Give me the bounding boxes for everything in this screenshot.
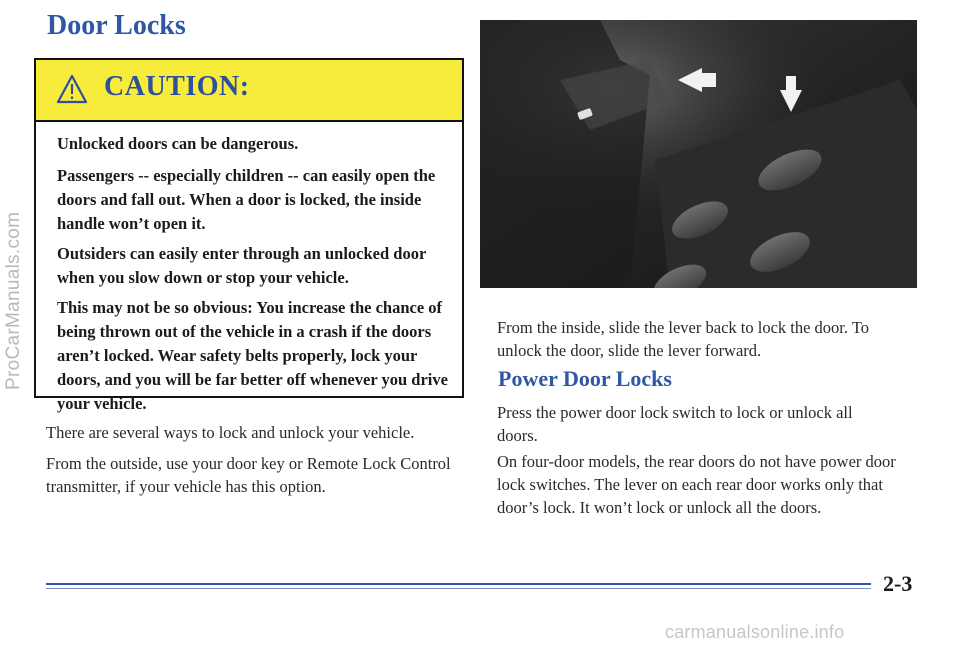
caution-paragraph: Unlocked doors can be dangerous. xyxy=(57,134,299,153)
footer-rule xyxy=(46,583,871,585)
warning-triangle-icon xyxy=(56,74,88,104)
caution-header xyxy=(36,60,462,122)
side-watermark-text: ProCarManuals.com xyxy=(3,211,24,390)
caution-label: CAUTION: xyxy=(104,71,250,102)
caution-body xyxy=(36,122,462,416)
body-paragraph: From the outside, use your door key or Remote Lock Control transmitter, if your vehicle has this option. xyxy=(46,454,451,496)
body-paragraph: From the inside, slide the lever back to lock the door. To unlock the door, slide the lever forward. xyxy=(497,318,870,360)
body-paragraph: There are several ways to lock and unlock your vehicle. xyxy=(46,423,415,442)
body-paragraph: Press the power door lock switch to lock or unlock all doors. xyxy=(497,403,853,445)
page-title: Door Locks xyxy=(47,10,186,41)
caution-paragraph: Passengers -- especially children -- can easily open the doors and fall out. When a door is locked, the inside handle won’t open it. xyxy=(57,166,436,233)
caution-box xyxy=(34,58,464,413)
bottom-watermark: carmanualsonline.info xyxy=(665,622,845,642)
footer-rule-thin xyxy=(46,588,871,589)
page-number: 2-3 xyxy=(883,571,913,596)
body-paragraph: On four-door models, the rear doors do not have power door lock switches. The lever on each rear door works only that door’s lock. It won’t lock or unlock all the doors. xyxy=(497,452,896,517)
section-heading: Power Door Locks xyxy=(498,366,672,391)
door-lock-photo xyxy=(480,20,917,288)
caution-paragraph: This may not be so obvious: You increase the chance of being thrown out of the vehicle in a crash if the doors aren’t locked. Wear safety belts properly, lock your doors, and you will be far better off whenever you drive your vehicle. xyxy=(57,298,448,413)
caution-paragraph: Outsiders can easily enter through an unlocked door when you slow down or stop your vehicle. xyxy=(57,244,427,287)
